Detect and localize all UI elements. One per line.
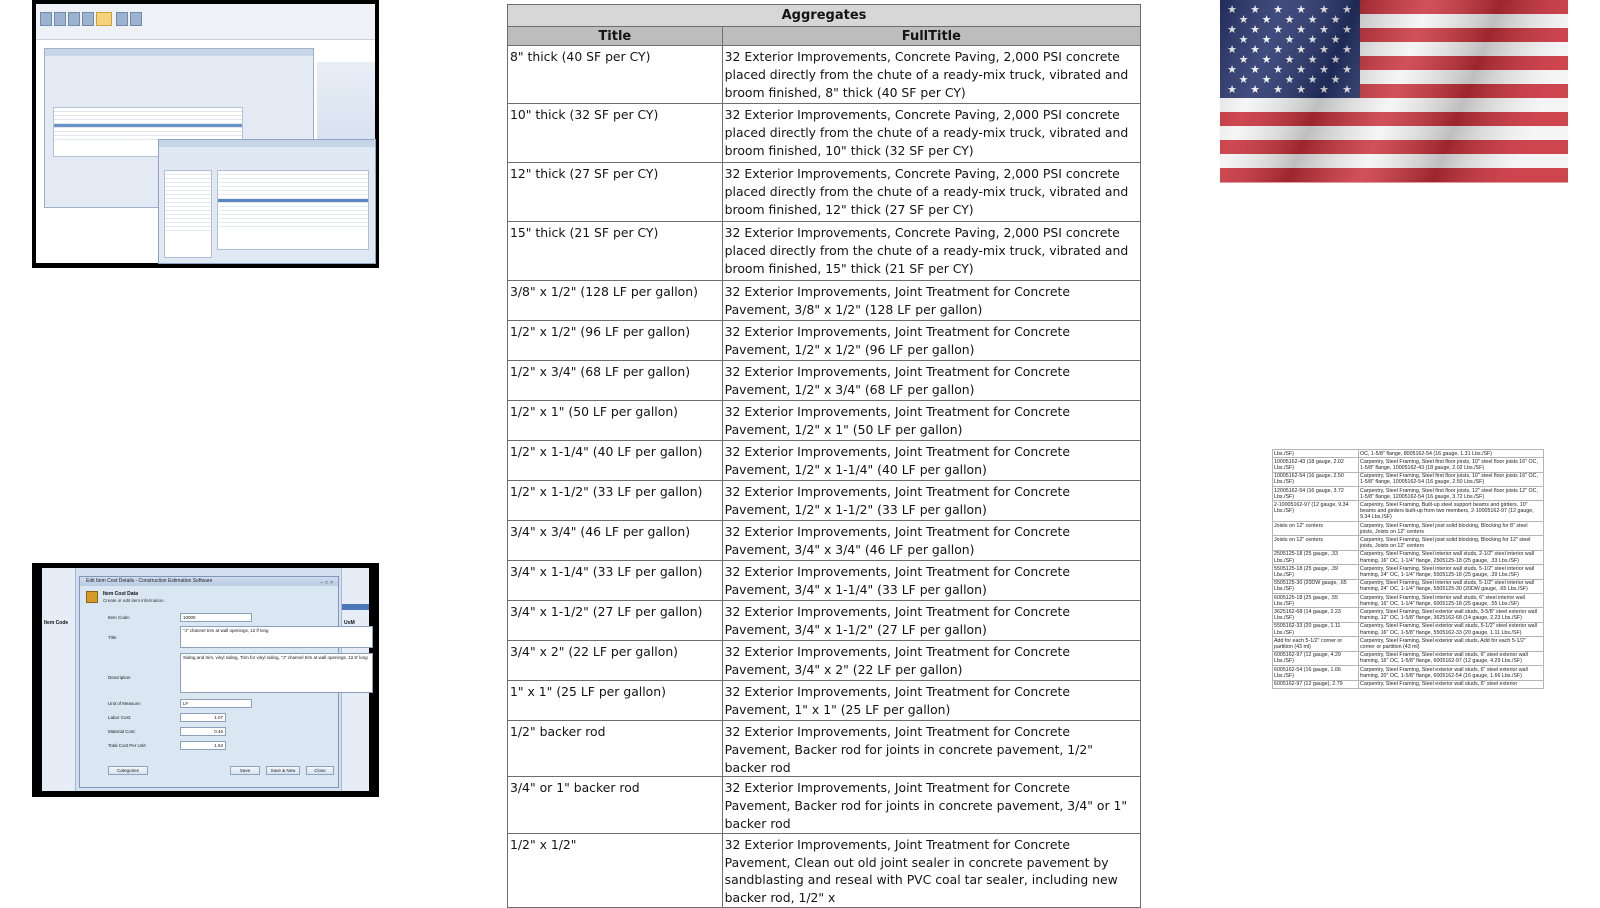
cell-fulltitle: 32 Exterior Improvements, Joint Treatment for Concrete Pavement, 1/2" x 1/2" (96 LF per gallon): [722, 321, 1140, 361]
us-flag-image[interactable]: [1220, 0, 1568, 182]
table-row: [508, 222, 1141, 281]
dialog-title: Edit Item Cost Details - Construction Estimation Software: [86, 578, 213, 584]
cell-title: 8" thick (40 SF per CY): [508, 46, 723, 104]
cell-fulltitle: Carpentry, Steel Framing, Steel exterior wall studs, 6" steel exterior wall framing, 16" OC, 1-5/8" flange, 6005162-97 (12 gauge, 4.29 Lbs./SF): [1359, 651, 1544, 665]
cell-title: 1/2" x 1-1/4" (40 LF per gallon): [508, 441, 723, 481]
title-input[interactable]: "J" channel trim at wall openings, 12 lf long: [180, 626, 373, 648]
cell-fulltitle: OC, 1-5/8" flange, 8005162-54 (16 gauge, 1.31 Lbs./SF): [1359, 450, 1544, 458]
cell-fulltitle: Carpentry, Steel Framing, Steel exterior wall studs, 3-5/8" steel exterior wall framing, 12" OC, 1-5/8" flange, 3625162-68 (14 gauge, 2.23 Lbs./SF): [1359, 608, 1544, 622]
cell-title: 2-10005162-97 (12 gauge, 9.34 Lbs./SF): [1273, 501, 1359, 522]
cell-fulltitle: 32 Exterior Improvements, Joint Treatment for Concrete Pavement, 1" x 1" (25 LF per gallon): [722, 681, 1140, 721]
save-new-button[interactable]: Save & New: [266, 766, 300, 775]
cell-title: 5505162-33 (20 gauge, 1.11 Lbs./SF): [1273, 622, 1359, 636]
window-titlebar: [45, 49, 313, 56]
cell-title: 1" x 1" (25 LF per gallon): [508, 681, 723, 721]
cell-fulltitle: 32 Exterior Improvements, Joint Treatment for Concrete Pavement, 3/4" x 2" (22 LF per gallon): [722, 641, 1140, 681]
cell-title: 3/4" x 2" (22 LF per gallon): [508, 641, 723, 681]
table-row: [508, 481, 1141, 521]
table-row: [1273, 637, 1544, 651]
cell-title: 3/4" or 1" backer rod: [508, 777, 723, 833]
cell-title: 3625162-68 (14 gauge, 2.23 Lbs./SF): [1273, 608, 1359, 622]
table-row: [1273, 651, 1544, 665]
cell-title: 6005162-54 (16 gauge, 1.66 Lbs./SF): [1273, 666, 1359, 680]
table-row: [508, 441, 1141, 481]
item-list: [217, 170, 369, 250]
cell-fulltitle: Carpentry, Steel Framing, Steel interior wall studs, 5-1/2" steel interior wall framing, 24" OC, 1-1/4" flange, 5505125-18 (25 gauge, .39 Lbs./SF): [1359, 565, 1544, 579]
cell-fulltitle: Carpentry, Steel Framing, Built-up steel support beams and girders, 10" beams and girders built-up from two members, 2-10005162-97 (12 gauge, 9.34 Lbs./SF): [1359, 501, 1544, 522]
table-row: [508, 321, 1141, 361]
cell-title: 5505125-18 (25 gauge, .39 Lbs./SF): [1273, 565, 1359, 579]
ribbon-icon: [40, 12, 52, 26]
cell-fulltitle: 32 Exterior Improvements, Joint Treatment for Concrete Pavement, 1/2" x 1-1/4" (40 LF per gallon): [722, 441, 1140, 481]
cell-title: 6005162-97 (12 gauge, 4.29 Lbs./SF): [1273, 651, 1359, 665]
table-caption: Aggregates: [508, 5, 1141, 27]
aggregates-table: [507, 4, 1141, 908]
item-cost-dialog-thumbnail[interactable]: [32, 563, 379, 797]
cell-fulltitle: Carpentry, Steel Framing, Steel exterior wall studs, 6" steel exterior: [1359, 680, 1544, 688]
category-tree: [164, 170, 212, 258]
cell-title: 3/4" x 1-1/4" (33 LF per gallon): [508, 561, 723, 601]
cell-title: Joists on 12" centers: [1273, 522, 1359, 536]
table-row: [1273, 501, 1544, 522]
steel-framing-table: [1272, 449, 1544, 689]
cell-title: 1/2" x 1/2" (96 LF per gallon): [508, 321, 723, 361]
cell-fulltitle: 32 Exterior Improvements, Joint Treatment for Concrete Pavement, 3/4" x 3/4" (46 LF per gallon): [722, 521, 1140, 561]
cell-title: 3/4" x 3/4" (46 LF per gallon): [508, 521, 723, 561]
item-code-column-header: Item Code: [44, 620, 69, 626]
ribbon-icon: [82, 12, 94, 26]
cell-title: Add for each 5-1/2" corner or partition (43 ml): [1273, 637, 1359, 651]
table-row: [508, 777, 1141, 833]
window-titlebar: [159, 140, 375, 147]
ribbon-icon: [68, 12, 80, 26]
table-row: [1273, 565, 1544, 579]
close-button[interactable]: Close: [306, 766, 334, 775]
save-button[interactable]: Save: [230, 766, 260, 775]
table-row: [508, 721, 1141, 777]
column-header-title: Title: [508, 27, 723, 46]
cell-title: 1/2" x 1-1/2" (33 LF per gallon): [508, 481, 723, 521]
total-cost-input[interactable]: 1.53: [180, 741, 226, 750]
cell-fulltitle: Carpentry, Steel Framing, Steel interior wall studs, 6" steel interior wall framing, 16" OC, 1-1/4" flange, 6005125-18 (25 gauge, .55 Lbs./SF): [1359, 594, 1544, 608]
ribbon-icon: [116, 12, 128, 26]
window-controls-icon[interactable]: –□×: [320, 580, 335, 586]
cell-title: 12" thick (27 SF per CY): [508, 163, 723, 222]
table-row: [508, 561, 1141, 601]
dialog-titlebar: [80, 577, 338, 586]
table-row: [508, 46, 1141, 104]
table-row: [508, 833, 1141, 907]
cell-title: 10005162-43 (18 gauge, 2.02 Lbs./SF): [1273, 458, 1359, 472]
cell-title: Joists on 12" centers: [1273, 536, 1359, 550]
cell-title: 10" thick (32 SF per CY): [508, 104, 723, 163]
table-row: [1273, 536, 1544, 550]
cell-fulltitle: 32 Exterior Improvements, Concrete Paving, 2,000 PSI concrete placed directly from the chute of a ready-mix truck, vibrated and broom finished, 15" thick (21 SF per CY): [722, 222, 1140, 281]
table-row: [508, 681, 1141, 721]
cell-fulltitle: Carpentry, Steel Framing, Steel joist solid blocking, Blocking for 8" steel joists, Joists on 12" centers: [1359, 522, 1544, 536]
table-row: [508, 601, 1141, 641]
header-subtitle: Create or edit item information.: [103, 598, 165, 603]
software-window-thumbnail[interactable]: [32, 0, 379, 268]
cell-fulltitle: 32 Exterior Improvements, Joint Treatment for Concrete Pavement, 1/2" x 3/4" (68 LF per gallon): [722, 361, 1140, 401]
cell-title: 2505125-18 (25 gauge, .33 Lbs./SF): [1273, 550, 1359, 564]
cell-fulltitle: 32 Exterior Improvements, Concrete Paving, 2,000 PSI concrete placed directly from the chute of a ready-mix truck, vibrated and broom finished, 10" thick (32 SF per CY): [722, 104, 1140, 163]
cell-title: 3/8" x 1/2" (128 LF per gallon): [508, 281, 723, 321]
table-row: [508, 361, 1141, 401]
uom-column-header: UoM: [344, 620, 355, 626]
dialog-header: [86, 590, 332, 606]
cell-fulltitle: Carpentry, Steel Framing, Steel exterior wall studs, 6" steel exterior wall framing, 20" OC, 1-5/8" flange, 6005162-54 (16 gauge, 1.66 Lbs./SF): [1359, 666, 1544, 680]
item-code-label: Item Code:: [108, 615, 131, 620]
table-row: [1273, 550, 1544, 564]
uom-label: Unit of Measure:: [108, 701, 142, 706]
us-flag-icon: [1220, 0, 1568, 182]
cell-title: Lbs./SF): [1273, 450, 1359, 458]
ribbon-toolbar: [36, 4, 375, 40]
table-row: [508, 521, 1141, 561]
select-items-window: [158, 139, 376, 264]
table-row: [508, 281, 1141, 321]
table-row: [508, 401, 1141, 441]
ribbon-icon-highlighted: [96, 12, 112, 26]
cell-fulltitle: Carpentry, Steel Framing, Steel first floor joists, 10" steel floor joists 16" OC, 1-5/8" flange, 10005162-43 (18 gauge, 2.02 Lbs./SF): [1359, 458, 1544, 472]
cell-fulltitle: 32 Exterior Improvements, Concrete Paving, 2,000 PSI concrete placed directly from the chute of a ready-mix truck, vibrated and broom finished, 12" thick (27 SF per CY): [722, 163, 1140, 222]
cell-fulltitle: Carpentry, Steel Framing, Steel first floor joists, 12" steel floor joists 12" OC, 1-5/8" flange, 12005162-54 (16 gauge, 3.72 Lbs./SF): [1359, 487, 1544, 501]
labor-cost-label: Labor Cost:: [108, 715, 132, 720]
cell-fulltitle: Carpentry, Steel Framing, Steel exterior wall studs, Add for each 5-1/2" corner or partition (43 ml): [1359, 637, 1544, 651]
item-code-column: [42, 568, 76, 791]
item-code-input[interactable]: 10000: [180, 613, 252, 622]
cell-fulltitle: 32 Exterior Improvements, Joint Treatment for Concrete Pavement, 1/2" x 1-1/2" (33 LF per gallon): [722, 481, 1140, 521]
cell-title: 15" thick (21 SF per CY): [508, 222, 723, 281]
software-window-screenshot: [36, 4, 375, 263]
ribbon-icon: [54, 12, 66, 26]
steel-framing-table-image[interactable]: [1272, 449, 1544, 689]
cell-title: 1/2" x 1/2": [508, 833, 723, 907]
table-row: [508, 163, 1141, 222]
labor-cost-input[interactable]: 1.07: [180, 713, 226, 722]
cell-fulltitle: 32 Exterior Improvements, Joint Treatment for Concrete Pavement, Backer rod for joints in concrete pavement, 1/2" backer rod: [722, 721, 1140, 777]
table-row: [1273, 458, 1544, 472]
header-title: Item Cost Data: [103, 591, 139, 597]
total-cost-label: Total Cost Per Unit:: [108, 743, 147, 748]
cell-fulltitle: 32 Exterior Improvements, Joint Treatment for Concrete Pavement, 3/4" x 1-1/2" (27 LF per gallon): [722, 601, 1140, 641]
table-row: [1273, 487, 1544, 501]
table-row: [508, 104, 1141, 163]
cell-fulltitle: 32 Exterior Improvements, Joint Treatment for Concrete Pavement, 1/2" x 1" (50 LF per gallon): [722, 401, 1140, 441]
table-row: [1273, 680, 1544, 688]
item-cost-icon: [86, 591, 98, 603]
material-cost-label: Material Cost:: [108, 729, 136, 734]
item-cost-screenshot: [42, 568, 369, 791]
uom-select[interactable]: LF: [180, 699, 252, 708]
cell-title: 1/2" x 3/4" (68 LF per gallon): [508, 361, 723, 401]
cell-title: 3/4" x 1-1/2" (27 LF per gallon): [508, 601, 723, 641]
table-row: [1273, 666, 1544, 680]
table-row: [1273, 622, 1544, 636]
column-header-fulltitle: FullTitle: [722, 27, 1140, 46]
aggregates-table-image[interactable]: [507, 4, 1141, 908]
cell-fulltitle: 32 Exterior Improvements, Joint Treatment for Concrete Pavement, Clean out old joint sealer in concrete pavement by sandblasting and reseal with PVC coal tar sealer, including new backer rod, 1/2" x: [722, 833, 1140, 907]
categories-button[interactable]: Categories: [108, 766, 148, 775]
cell-fulltitle: 32 Exterior Improvements, Joint Treatment for Concrete Pavement, 3/8" x 1/2" (128 LF per gallon): [722, 281, 1140, 321]
selected-row-highlight: [342, 604, 369, 610]
cell-fulltitle: 32 Exterior Improvements, Joint Treatment for Concrete Pavement, Backer rod for joints in concrete pavement, 3/4" or 1" backer rod: [722, 777, 1140, 833]
table-row: [508, 641, 1141, 681]
cell-title: 5505125-30 (20DW gauge, .65 Lbs./SF): [1273, 579, 1359, 593]
table-row: [1273, 594, 1544, 608]
cell-title: 1/2" backer rod: [508, 721, 723, 777]
cell-title: 6005125-18 (25 gauge, .55 Lbs./SF): [1273, 594, 1359, 608]
description-input[interactable]: Siding and trim, vinyl siding, Trim for vinyl siding, "J" channel trim at wall openings, 12.5' long: [180, 653, 373, 693]
material-cost-input[interactable]: 0.46: [180, 727, 226, 736]
table-row: [1273, 608, 1544, 622]
cell-fulltitle: Carpentry, Steel Framing, Steel exterior wall studs, 5-1/2" steel exterior wall framing, 16" OC, 1-5/8" flange, 5505162-33 (20 gauge, 1.11 Lbs./SF): [1359, 622, 1544, 636]
cell-fulltitle: Carpentry, Steel Framing, Steel interior wall studs, 2-1/2" steel interior wall framing, 16" OC, 1-1/4" flange, 2505125-18 (25 gauge, .33 Lbs./SF): [1359, 550, 1544, 564]
cell-fulltitle: Carpentry, Steel Framing, Steel first floor joists, 10" steel floor joists 16" OC, 1-5/8" flange, 10005162-54 (16 gauge, 2.50 Lbs./SF): [1359, 472, 1544, 486]
title-label: Title: [108, 635, 117, 640]
cell-fulltitle: Carpentry, Steel Framing, Steel joist solid blocking, Blocking for 12" steel joists, Joists on 12" centers: [1359, 536, 1544, 550]
cell-title: 10005162-54 (16 gauge, 2.50 Lbs./SF): [1273, 472, 1359, 486]
table-row: [1273, 450, 1544, 458]
description-label: Description: [108, 675, 131, 680]
cell-title: 12005162-54 (16 gauge, 3.72 Lbs./SF): [1273, 487, 1359, 501]
cell-fulltitle: Carpentry, Steel Framing, Steel interior wall studs, 5-1/2" steel interior wall framing, 24" OC, 1-1/4" flange, 5505125-30 (20DW gauge, .65 Lbs./SF): [1359, 579, 1544, 593]
table-row: [1273, 472, 1544, 486]
cell-title: 1/2" x 1" (50 LF per gallon): [508, 401, 723, 441]
ribbon-icon: [130, 12, 142, 26]
cell-fulltitle: 32 Exterior Improvements, Joint Treatment for Concrete Pavement, 3/4" x 1-1/4" (33 LF per gallon): [722, 561, 1140, 601]
cell-title: 6005162-97 (12 gauge), 2.79: [1273, 680, 1359, 688]
cell-fulltitle: 32 Exterior Improvements, Concrete Paving, 2,000 PSI concrete placed directly from the chute of a ready-mix truck, vibrated and broom finished, 8" thick (40 SF per CY): [722, 46, 1140, 104]
table-row: [1273, 522, 1544, 536]
table-row: [1273, 579, 1544, 593]
